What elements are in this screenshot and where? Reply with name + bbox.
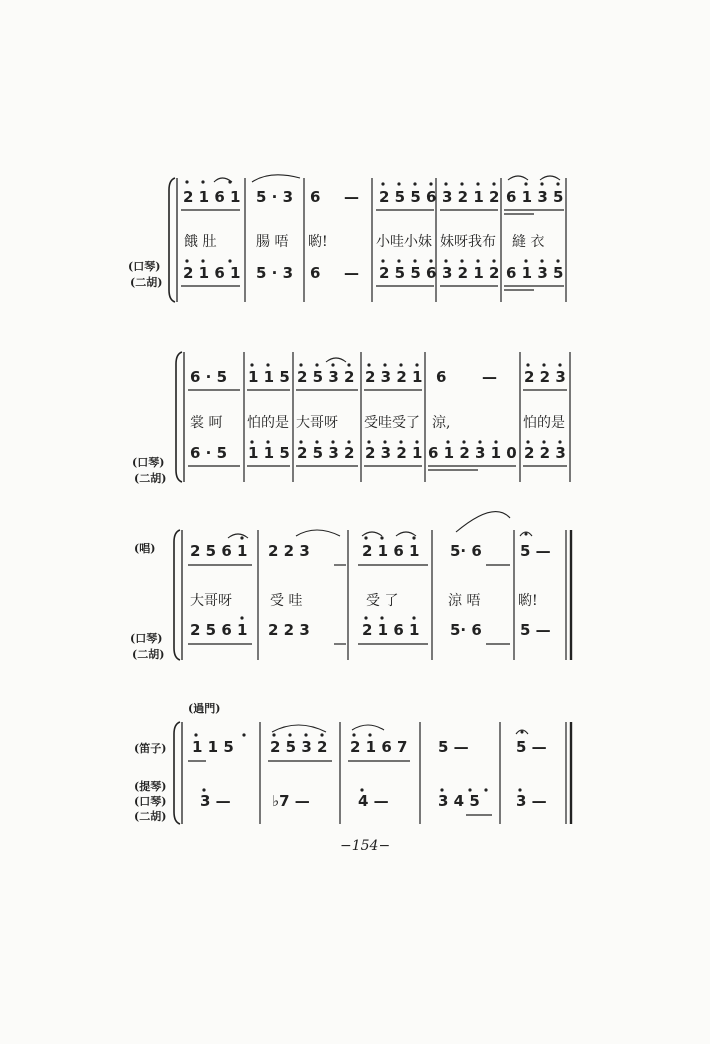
label-erhu: (二胡)	[132, 648, 165, 661]
label-violin: (提琴)	[134, 780, 167, 793]
svg-text:5 —: 5 —	[520, 542, 551, 560]
voice-line	[190, 542, 551, 560]
notes-bar: 3 2 1 2	[442, 188, 500, 206]
svg-text:2 3 2 1: 2 3 2 1	[365, 368, 423, 386]
notes-bar: 6	[310, 188, 321, 206]
system-1	[128, 175, 566, 302]
instrument-line	[200, 792, 547, 810]
lyric: 喲!	[308, 234, 328, 250]
lyrics-line	[184, 233, 544, 250]
lyric: 涼,	[432, 415, 451, 431]
label-sing: (唱)	[134, 542, 156, 555]
svg-text:6: 6	[310, 264, 321, 282]
label-harmonica: (口琴)	[130, 632, 163, 645]
instrument-line	[190, 444, 566, 462]
lyric: 縫 衣	[512, 234, 545, 250]
notes-bar: 5 · 3	[256, 188, 294, 206]
svg-text:1 1 5: 1 1 5	[192, 738, 234, 756]
instrument-line	[190, 621, 551, 639]
notes-bar: 2 5 5 6	[379, 188, 437, 206]
system-4	[134, 701, 571, 824]
svg-text:5 —: 5 —	[438, 738, 469, 756]
label-dizi: (笛子)	[134, 742, 167, 755]
svg-text:2 5 3 2: 2 5 3 2	[297, 368, 355, 386]
lyric: 受哇受了	[364, 415, 420, 431]
svg-text:2 2 3: 2 2 3	[268, 621, 310, 639]
lyric: 怕的是	[247, 415, 289, 431]
label-erhu: (二胡)	[134, 810, 167, 823]
voice-line	[190, 368, 566, 386]
svg-text:5 · 3: 5 · 3	[256, 264, 294, 282]
svg-text:5· 6: 5· 6	[450, 621, 482, 639]
svg-text:3 4 5: 3 4 5	[438, 792, 480, 810]
label-erhu: (二胡)	[130, 276, 163, 289]
svg-text:5 —: 5 —	[516, 738, 547, 756]
svg-text:—: —	[482, 368, 497, 386]
svg-text:6 · 5: 6 · 5	[190, 444, 228, 462]
svg-text:3 2 1 2: 3 2 1 2	[442, 264, 500, 282]
lyric: 妹呀我布	[440, 234, 496, 250]
svg-text:2 5 3 2: 2 5 3 2	[270, 738, 328, 756]
instrument-line	[183, 264, 563, 282]
page-number: −154−	[340, 838, 391, 854]
svg-text:2 1 6 1: 2 1 6 1	[183, 264, 241, 282]
svg-text:6 1 3 5: 6 1 3 5	[506, 264, 564, 282]
notes-bar: 6 1 3 5	[506, 188, 564, 206]
svg-text:2 1 6 1: 2 1 6 1	[362, 621, 420, 639]
svg-text:2 5 6 1: 2 5 6 1	[190, 621, 248, 639]
label-erhu: (二胡)	[134, 472, 167, 485]
lyric: 裳 呵	[190, 415, 223, 431]
svg-text:1 1 5: 1 1 5	[248, 368, 290, 386]
svg-text:5· 6: 5· 6	[450, 542, 482, 560]
lyrics-line	[190, 592, 538, 609]
voice-line	[183, 188, 563, 206]
dash: —	[344, 188, 359, 206]
label-interlude: (過門)	[188, 702, 221, 715]
svg-text:6 · 5: 6 · 5	[190, 368, 228, 386]
lyric: 喲!	[518, 593, 538, 609]
svg-text:6: 6	[436, 368, 447, 386]
lyric: 受 了	[366, 593, 399, 609]
svg-text:2 1 6 7: 2 1 6 7	[350, 738, 408, 756]
lyric: 大哥呀	[190, 593, 232, 609]
svg-text:2 1 6 1: 2 1 6 1	[362, 542, 420, 560]
lyric: 怕的是	[523, 415, 565, 431]
lyric: 小哇小妹	[376, 234, 432, 250]
svg-text:2 5 6 1: 2 5 6 1	[190, 542, 248, 560]
svg-text:2 3 2 1: 2 3 2 1	[365, 444, 423, 462]
label-harmonica: (口琴)	[132, 456, 165, 469]
label-harmonica: (口琴)	[128, 260, 161, 273]
svg-text:6 1 2 3 1 0: 6 1 2 3 1 0	[428, 444, 517, 462]
label-harmonica: (口琴)	[134, 795, 167, 808]
lyric: 大哥呀	[296, 415, 338, 431]
svg-text:2 5 3 2: 2 5 3 2	[297, 444, 355, 462]
svg-text:2 2 3: 2 2 3	[524, 444, 566, 462]
svg-text:2 5 5 6: 2 5 5 6	[379, 264, 437, 282]
lyric: 受 哇	[270, 593, 303, 609]
system-2	[132, 352, 570, 485]
lyric: 餓 肚	[184, 234, 217, 250]
svg-text:2 2 3: 2 2 3	[524, 368, 566, 386]
svg-text:—: —	[344, 264, 359, 282]
voice-line	[192, 738, 547, 756]
lyric: 腸 唔	[256, 234, 289, 250]
svg-text:3 —: 3 —	[516, 792, 547, 810]
system-3	[130, 512, 571, 661]
svg-text:4 —: 4 —	[358, 792, 389, 810]
svg-text:2 2 3: 2 2 3	[268, 542, 310, 560]
svg-text:3 —: 3 —	[200, 792, 231, 810]
lyrics-line	[190, 414, 565, 431]
svg-text:1 1 5: 1 1 5	[248, 444, 290, 462]
notes-bar: 2 1 6 1	[183, 188, 241, 206]
svg-text:5 —: 5 —	[520, 621, 551, 639]
lyric: 涼 唔	[448, 593, 481, 609]
svg-text:♭7 —: ♭7 —	[272, 792, 310, 810]
